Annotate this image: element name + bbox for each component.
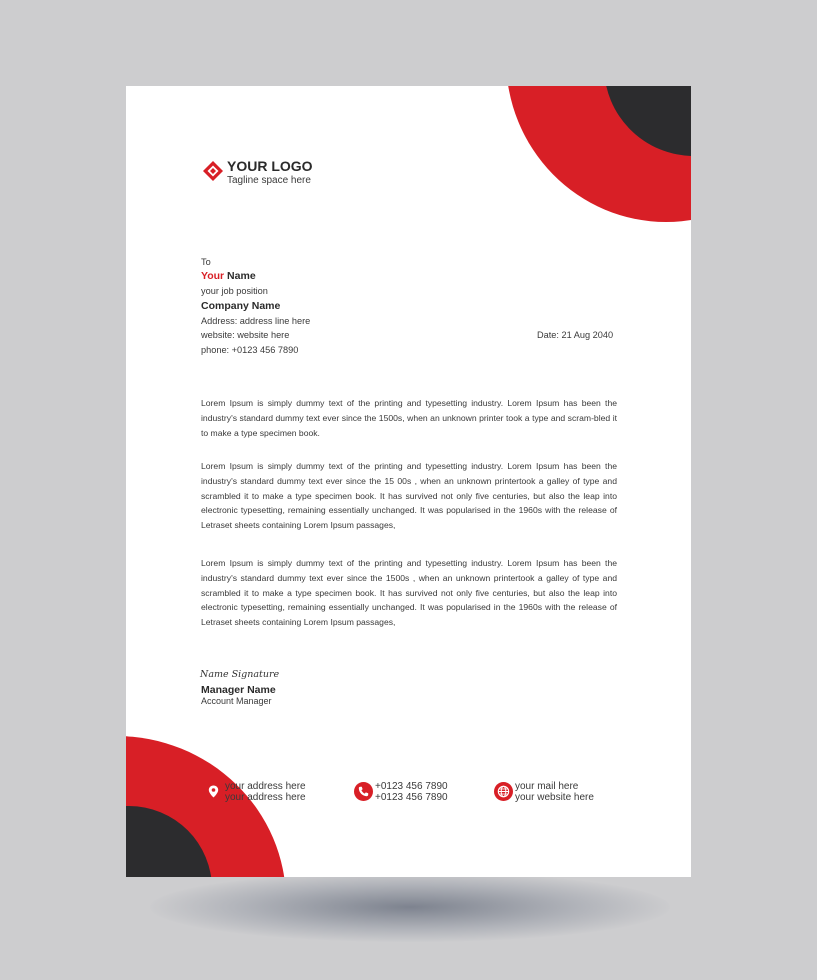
footer-address-line-1: your address here xyxy=(225,781,306,792)
signature-name: Manager Name xyxy=(201,684,276,696)
recipient-name-first: Your xyxy=(201,270,225,282)
letterhead-page xyxy=(126,86,691,877)
diamond-logo-icon xyxy=(203,161,223,181)
logo-title: YOUR LOGO xyxy=(227,158,313,174)
body-paragraph-1: Lorem Ipsum is simply dummy text of the printing and typesetting industry. Lorem Ipsum has been the industry's standard dummy text ever since the 1500s, when an unknown printer took a type and scram-bled it to make a type specimen book. xyxy=(201,398,617,438)
phone-icon xyxy=(354,782,373,801)
recipient-phone: phone: +0123 456 7890 xyxy=(201,345,299,355)
footer-website: your website here xyxy=(515,792,594,803)
recipient-name xyxy=(201,270,256,282)
body-paragraph-3: Lorem Ipsum is simply dummy text of the printing and typesetting industry. Lorem Ipsum has been the industry's standard dummy text ever since the 1500s , when an unknown printertook a galley of type and scrambled it to make a type specimen book. It has survived not only five centuries, but also the leap into electronic typesetting, remaining essentially unchanged. It was popularised in the 1960s with the release of Letraset sheets containing Lorem Ipsum passages, xyxy=(201,558,617,628)
recipient-position: your job position xyxy=(201,286,268,296)
footer-address-line-2: your address here xyxy=(225,792,306,803)
globe-icon xyxy=(494,782,513,801)
location-pin-icon xyxy=(204,782,223,801)
page-shadow xyxy=(150,872,670,942)
footer-phone-line-2: +0123 456 7890 xyxy=(375,792,448,803)
recipient-website: website: website here xyxy=(201,330,290,340)
footer-mail: your mail here xyxy=(515,781,579,792)
logo-tagline: Tagline space here xyxy=(227,175,311,186)
recipient-address: Address: address line here xyxy=(201,316,311,326)
letter-date: Date: 21 Aug 2040 xyxy=(537,330,614,340)
signature-role: Account Manager xyxy=(201,696,272,706)
signature-script: Name Signature xyxy=(200,669,280,680)
recipient-name-rest: Name xyxy=(224,270,256,282)
footer-phone-line-1: +0123 456 7890 xyxy=(375,781,448,792)
recipient-company: Company Name xyxy=(201,300,281,312)
to-label: To xyxy=(201,257,211,267)
body-paragraph-2: Lorem Ipsum is simply dummy text of the printing and typesetting industry. Lorem Ipsum has been the industry's standard dummy text ever since the 15 00s , when an unknown printertook a galley of type and scrambled it to make a type specimen book. It has survived not only five centuries, but also the leap into electronic typesetting, remaining essentially unchanged. It was popularised in the 1960s with the release of Letraset sheets containing Lorem Ipsum passages, xyxy=(201,461,617,531)
